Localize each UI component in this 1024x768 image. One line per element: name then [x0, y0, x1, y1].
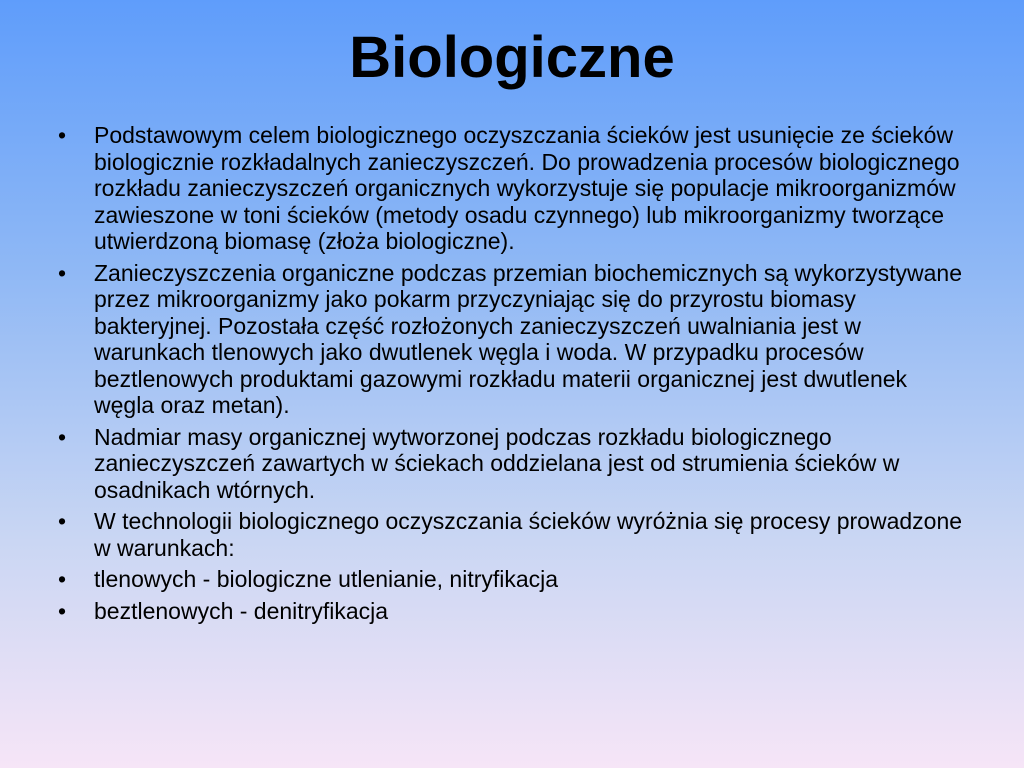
bullet-icon: • — [58, 259, 67, 286]
bullet-item — [52, 260, 972, 419]
bullet-item — [52, 122, 972, 255]
bullet-text: Zanieczyszczenia organiczne podczas przemian biochemicznych są wykorzystywane przez mikroorganizmy jako pokarm przyczyniając się do przyrostu biomasy bakteryjnej. Pozostała część rozłożonych zanieczyszczeń uwalniania jest w warunkach tlenowych jako dwutlenek węgla i woda. W przypadku procesów beztlenowych produktami gazowymi rozkładu materii organicznej jest dwutlenek węgla oraz metan). — [94, 259, 962, 418]
bullet-list — [52, 122, 972, 629]
bullet-text: Nadmiar masy organicznej wytworzonej podczas rozkładu biologicznego zanieczyszczeń zawartych w ściekach oddzielana jest od strumienia ścieków w osadnikach wtórnych. — [94, 423, 900, 503]
bullet-text: tlenowych - biologiczne utlenianie, nitryfikacja — [94, 566, 559, 592]
slide-title: Biologiczne — [349, 25, 675, 90]
bullet-text: W technologii biologicznego oczyszczania ścieków wyróżnia się procesy prowadzone w warunkach: — [94, 508, 963, 561]
bullet-text: Podstawowym celem biologicznego oczyszczania ścieków jest usunięcie ze ścieków biologicznie rozkładalnych zanieczyszczeń. Do prowadzenia procesów biologicznego rozkładu zanieczyszczeń organicznych wykorzystuje się populacje mikroorganizmów zawieszone w toni ścieków (metody osadu czynnego) lub mikroorganizmy tworzące utwierdzoną biomasę (złoża biologiczne). — [94, 122, 960, 254]
bullet-item — [52, 424, 972, 504]
bullet-icon: • — [58, 566, 67, 592]
bullet-item — [52, 598, 972, 625]
bullet-item — [52, 508, 972, 561]
bullet-text: beztlenowych - denitryfikacja — [94, 597, 389, 624]
bullet-icon: • — [58, 508, 67, 534]
bullet-icon: • — [58, 597, 67, 624]
bullet-icon: • — [58, 122, 67, 148]
bullet-icon: • — [58, 423, 67, 450]
bullet-item — [52, 566, 972, 593]
